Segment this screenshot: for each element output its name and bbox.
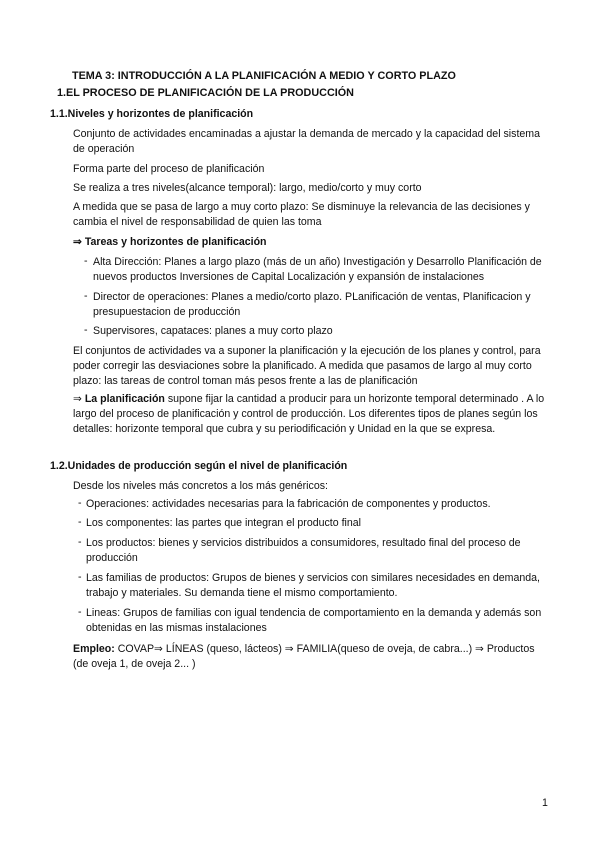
- list-bullet: -: [78, 536, 82, 548]
- paragraph-definition: Conjunto de actividades encaminadas a ajustar la demanda de mercado y la capacidad del sistema de operación: [73, 128, 540, 155]
- example-label: Empleo:: [73, 643, 115, 655]
- list-item-lineas: Lineas: Grupos de familias con igual tendencia de comportamiento en la demanda y además son obtenidas en las mismas instalaciones: [86, 607, 542, 634]
- list-item-director-operaciones: Director de operaciones: Planes a medio/corto plazo. PLanificación de ventas, Planificacion y presupuestacion de producción: [93, 291, 531, 318]
- la-planificacion-term: La planificación: [84, 393, 165, 405]
- section-1-title: 1.EL PROCESO DE PLANIFICACIÓN DE LA PRODUCCIÓN: [57, 87, 354, 99]
- list-item-familias: Las familias de productos: Grupos de bienes y servicios con similares necesidades en demanda, trabajo y materiales. Su demanda tiene el mismo comportamiento.: [86, 572, 541, 599]
- subsection-1-2-heading: 1.2.Unidades de producción según el nivel de planificación: [50, 460, 348, 472]
- list-bullet: -: [78, 571, 82, 583]
- list-bullet: -: [84, 255, 88, 267]
- list-bullet: -: [78, 516, 82, 528]
- subsection-1-1-heading: 1.1.Niveles y horizontes de planificación: [50, 108, 254, 120]
- paragraph-example: [73, 642, 551, 672]
- document-title: TEMA 3: INTRODUCCIÓN A LA PLANIFICACIÓN A MEDIO Y CORTO PLAZO: [72, 70, 456, 82]
- example-text: COVAP⇒ LÍNEAS (queso, lácteos) ⇒ FAMILIA(queso de oveja, de cabra...) ⇒ Productos (de oveja 1, de oveja 2... ): [73, 643, 535, 670]
- list-bullet: -: [84, 324, 88, 336]
- la-planificacion-text: supone fijar la cantidad a producir para un horizonte temporal determinado . A lo largo del proceso de planificación y control de producción. Los diferentes tipos de planes según los detalles: horizonte temporal que cubra y su periodificación y Unidad en la que se expresa.: [73, 393, 545, 435]
- arrow-icon: ⇒: [73, 393, 85, 405]
- list-item-productos: Los productos: bienes y servicios distribuidos a consumidores, resultado final del proceso de producción: [86, 537, 521, 564]
- list-bullet: -: [84, 290, 88, 302]
- paragraph-activities-control: El conjuntos de actividades va a suponer la planificación y la ejecución de los planes y control, para poder corregir las desviaciones sobre la planificado. A medida que pasamos de largo al muy corto plazo: las tareas de control toman más pesos frente a las de planificación: [73, 345, 541, 387]
- list-item-alta-direccion: Alta Dirección: Planes a largo plazo (más de un año) Investigación y Desarrollo Planificación de nuevos productos Inversiones de Capital Localización y expansión de instalaciones: [93, 256, 542, 283]
- list-item-operaciones: Operaciones: actividades necesarias para la fabricación de componentes y productos.: [86, 498, 491, 510]
- paragraph-part-of-process: Forma parte del proceso de planificación: [73, 163, 265, 175]
- paragraph-relevance: A medida que se pasa de largo a muy corto plazo: Se disminuye la relevancia de las decisiones y cambia el nivel de responsabilidad de quien las toma: [73, 201, 530, 228]
- list-item-supervisores: Supervisores, capataces: planes a muy corto plazo: [93, 325, 333, 337]
- paragraph-three-levels: Se realiza a tres niveles(alcance temporal): largo, medio/corto y muy corto: [73, 182, 422, 194]
- paragraph-levels-intro: Desde los niveles más concretos a los más genéricos:: [73, 480, 328, 492]
- page-number: 1: [542, 797, 548, 809]
- list-item-componentes: Los componentes: las partes que integran el producto final: [86, 517, 362, 529]
- paragraph-la-planificacion: [73, 392, 551, 437]
- list-bullet: -: [78, 497, 82, 509]
- subheading-tasks-horizons: ⇒ Tareas y horizontes de planificación: [73, 236, 267, 248]
- list-bullet: -: [78, 606, 82, 618]
